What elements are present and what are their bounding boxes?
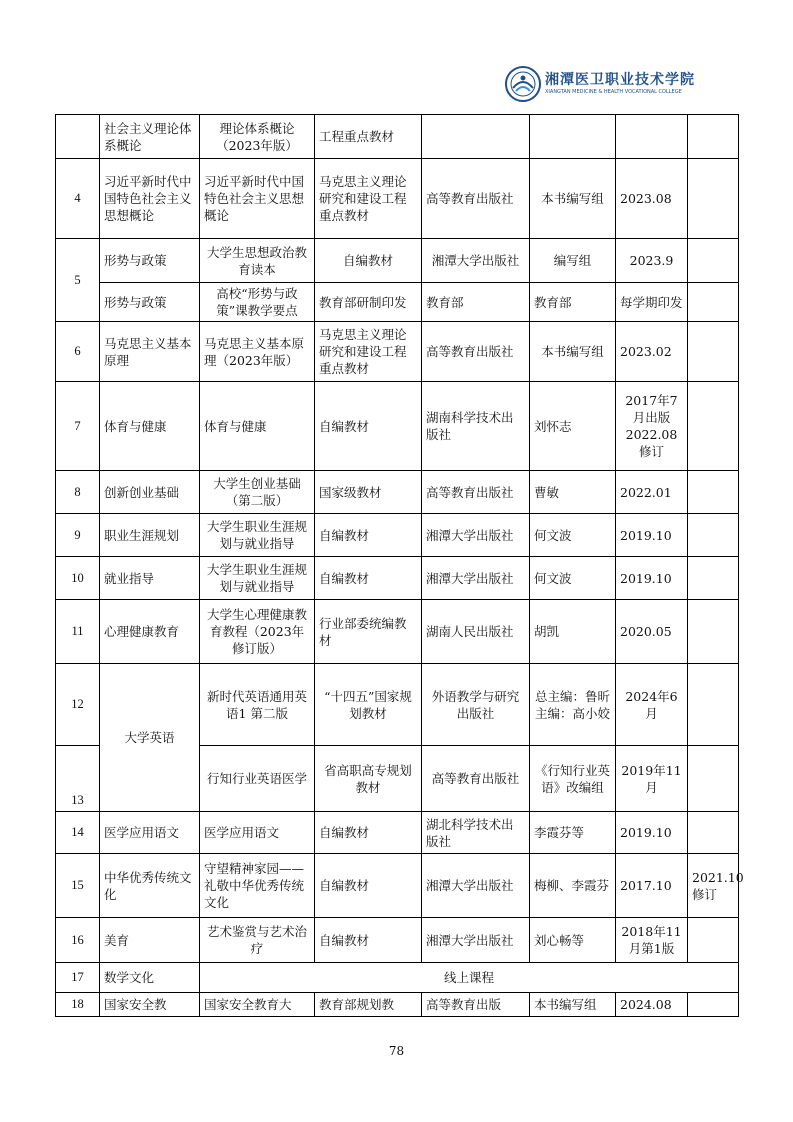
editor: 何文波 (530, 557, 616, 600)
textbook-name: 大学生思想政治教育读本 (200, 239, 315, 283)
editor (530, 115, 616, 159)
table-row (56, 993, 739, 1017)
publisher: 高等教育出版社 (422, 471, 530, 514)
course-name: 大学英语 (100, 664, 200, 812)
extra-note (688, 918, 739, 963)
textbook-name: 行知行业英语医学 (200, 746, 315, 812)
textbook-type: 省高职高专规划教材 (315, 746, 422, 812)
publisher: 湘潭大学出版社 (422, 557, 530, 600)
editor: 《行知行业英语》改编组 (530, 746, 616, 812)
publish-date: 2019.10 (616, 812, 688, 854)
textbook-name: 大学生职业生涯规划与就业指导 (200, 514, 315, 557)
editor: 曹敏 (530, 471, 616, 514)
row-number: 12 (56, 664, 100, 746)
row-number (56, 115, 100, 159)
textbook-name: 医学应用语文 (200, 812, 315, 854)
editor: 刘怀志 (530, 382, 616, 471)
editor: 本书编写组 (530, 159, 616, 239)
page-number: 78 (388, 1044, 405, 1058)
textbook-type: 马克思主义理论研究和建设工程重点教材 (315, 159, 422, 239)
textbook-name: 马克思主义基本原理（2023年版） (200, 322, 315, 382)
extra-note (688, 993, 739, 1017)
textbook-type: 行业部委统编教材 (315, 600, 422, 664)
course-name: 体育与健康 (100, 382, 200, 471)
publisher: 湘潭大学出版社 (422, 918, 530, 963)
course-name: 马克思主义基本原理 (100, 322, 200, 382)
extra-note (688, 600, 739, 664)
publish-date: 2023.02 (616, 322, 688, 382)
textbook-name: 理论体系概论（2023年版） (200, 115, 315, 159)
textbook-name: 守望精神家园——礼敬中华优秀传统文化 (200, 854, 315, 918)
table-row (56, 283, 739, 322)
college-emblem-icon (505, 66, 541, 102)
course-name: 心理健康教育 (100, 600, 200, 664)
publisher: 湘潭大学出版社 (422, 514, 530, 557)
textbook-type: “十四五”国家规划教材 (315, 664, 422, 746)
publish-date: 2022.01 (616, 471, 688, 514)
textbook-name: 高校“形势与政策”课教学要点 (200, 283, 315, 322)
publish-date: 2020.05 (616, 600, 688, 664)
table-row (56, 471, 739, 514)
textbook-name: 大学生职业生涯规划与就业指导 (200, 557, 315, 600)
table-row (56, 664, 739, 746)
row-number: 4 (56, 159, 100, 239)
table-row (56, 115, 739, 159)
textbook-type: 自编教材 (315, 514, 422, 557)
row-number: 9 (56, 514, 100, 557)
publisher: 湖北科学技术出版社 (422, 812, 530, 854)
publish-date: 2018年11月第1版 (616, 918, 688, 963)
online-course-note: 线上课程 (200, 963, 739, 993)
textbook-type: 自编教材 (315, 239, 422, 283)
textbook-name: 大学生心理健康教育教程（2023年修订版） (200, 600, 315, 664)
table-row (56, 159, 739, 239)
publish-date: 2024年6月 (616, 664, 688, 746)
textbook-type: 自编教材 (315, 382, 422, 471)
publisher: 外语教学与研究出版社 (422, 664, 530, 746)
extra-note (688, 283, 739, 322)
row-number: 11 (56, 600, 100, 664)
publisher: 高等教育出版社 (422, 746, 530, 812)
publish-date: 2019.10 (616, 514, 688, 557)
row-number: 6 (56, 322, 100, 382)
course-name: 美育 (100, 918, 200, 963)
editor: 何文波 (530, 514, 616, 557)
row-number: 8 (56, 471, 100, 514)
editor: 李霞芬等 (530, 812, 616, 854)
publisher: 湘潭大学出版社 (422, 239, 530, 283)
table-row (56, 514, 739, 557)
table-row (56, 963, 739, 993)
extra-note (688, 382, 739, 471)
textbook-name: 艺术鉴赏与艺术治疗 (200, 918, 315, 963)
extra-note (688, 159, 739, 239)
publisher: 教育部 (422, 283, 530, 322)
publisher: 高等教育出版社 (422, 322, 530, 382)
editor: 编写组 (530, 239, 616, 283)
extra-note: 2021.10修订 (688, 854, 739, 918)
publish-date: 2019.10 (616, 557, 688, 600)
editor: 胡凯 (530, 600, 616, 664)
extra-note (688, 557, 739, 600)
course-name: 国家安全教 (100, 993, 200, 1017)
textbook-table (55, 114, 744, 1017)
textbook-type: 马克思主义理论研究和建设工程重点教材 (315, 322, 422, 382)
table-row (56, 322, 739, 382)
publisher (422, 115, 530, 159)
extra-note (688, 239, 739, 283)
editor: 刘心畅等 (530, 918, 616, 963)
textbook-name: 习近平新时代中国特色社会主义思想概论 (200, 159, 315, 239)
publish-date: 2017年7月出版 2022.08修订 (616, 382, 688, 471)
logo-chinese-name: 湘潭医卫职业技术学院 (545, 72, 695, 88)
extra-note (688, 322, 739, 382)
publish-date (616, 115, 688, 159)
editor: 本书编写组 (530, 993, 616, 1017)
course-name: 中华优秀传统文化 (100, 854, 200, 918)
course-name: 形势与政策 (100, 283, 200, 322)
row-number: 15 (56, 854, 100, 918)
extra-note (688, 115, 739, 159)
publish-date: 2023.9 (616, 239, 688, 283)
table-row (56, 382, 739, 471)
row-number: 10 (56, 557, 100, 600)
course-name: 职业生涯规划 (100, 514, 200, 557)
editor: 本书编写组 (530, 322, 616, 382)
publisher: 高等教育出版 (422, 993, 530, 1017)
textbook-name: 大学生创业基础（第二版） (200, 471, 315, 514)
textbook-type: 自编教材 (315, 557, 422, 600)
extra-note (688, 471, 739, 514)
textbook-type: 教育部研制印发 (315, 283, 422, 322)
publish-date: 2017.10 (616, 854, 688, 918)
table-row (56, 812, 739, 854)
publish-date: 2023.08 (616, 159, 688, 239)
publisher: 湖南人民出版社 (422, 600, 530, 664)
row-number: 17 (56, 963, 100, 993)
row-number: 18 (56, 993, 100, 1017)
course-name: 社会主义理论体系概论 (100, 115, 200, 159)
course-name: 数学文化 (100, 963, 200, 993)
course-name: 就业指导 (100, 557, 200, 600)
publisher: 高等教育出版社 (422, 159, 530, 239)
row-number: 14 (56, 812, 100, 854)
publish-date: 2024.08 (616, 993, 688, 1017)
table-row (56, 600, 739, 664)
table-row (56, 239, 739, 283)
row-number: 7 (56, 382, 100, 471)
textbook-type: 自编教材 (315, 854, 422, 918)
publisher: 湘潭大学出版社 (422, 854, 530, 918)
logo-english-name: XIANGTAN MEDICINE & HEALTH VOCATIONAL COLLEGE (545, 89, 682, 95)
college-logo (505, 66, 695, 102)
table-row (56, 557, 739, 600)
editor: 总主编：鲁昕 主编：高小姣 (530, 664, 616, 746)
textbook-type: 国家级教材 (315, 471, 422, 514)
textbook-name: 国家安全教育大 (200, 993, 315, 1017)
course-name: 形势与政策 (100, 239, 200, 283)
textbook-name: 新时代英语通用英语1 第二版 (200, 664, 315, 746)
publish-date: 2019年11月 (616, 746, 688, 812)
publish-date: 每学期印发 (616, 283, 688, 322)
publisher: 湖南科学技术出版社 (422, 382, 530, 471)
editor: 教育部 (530, 283, 616, 322)
textbook-type: 教育部规划教 (315, 993, 422, 1017)
table-row (56, 854, 739, 918)
extra-note (688, 514, 739, 557)
course-name: 医学应用语文 (100, 812, 200, 854)
textbook-type: 自编教材 (315, 918, 422, 963)
extra-note (688, 812, 739, 854)
extra-note (688, 746, 739, 812)
row-number: 13 (56, 746, 100, 812)
course-name: 创新创业基础 (100, 471, 200, 514)
textbook-type: 自编教材 (315, 812, 422, 854)
row-number: 5 (56, 239, 100, 322)
table-row (56, 918, 739, 963)
row-number: 16 (56, 918, 100, 963)
editor: 梅柳、李霞芬 (530, 854, 616, 918)
extra-note (688, 664, 739, 746)
course-name: 习近平新时代中国特色社会主义思想概论 (100, 159, 200, 239)
textbook-type: 工程重点教材 (315, 115, 422, 159)
textbook-name: 体育与健康 (200, 382, 315, 471)
